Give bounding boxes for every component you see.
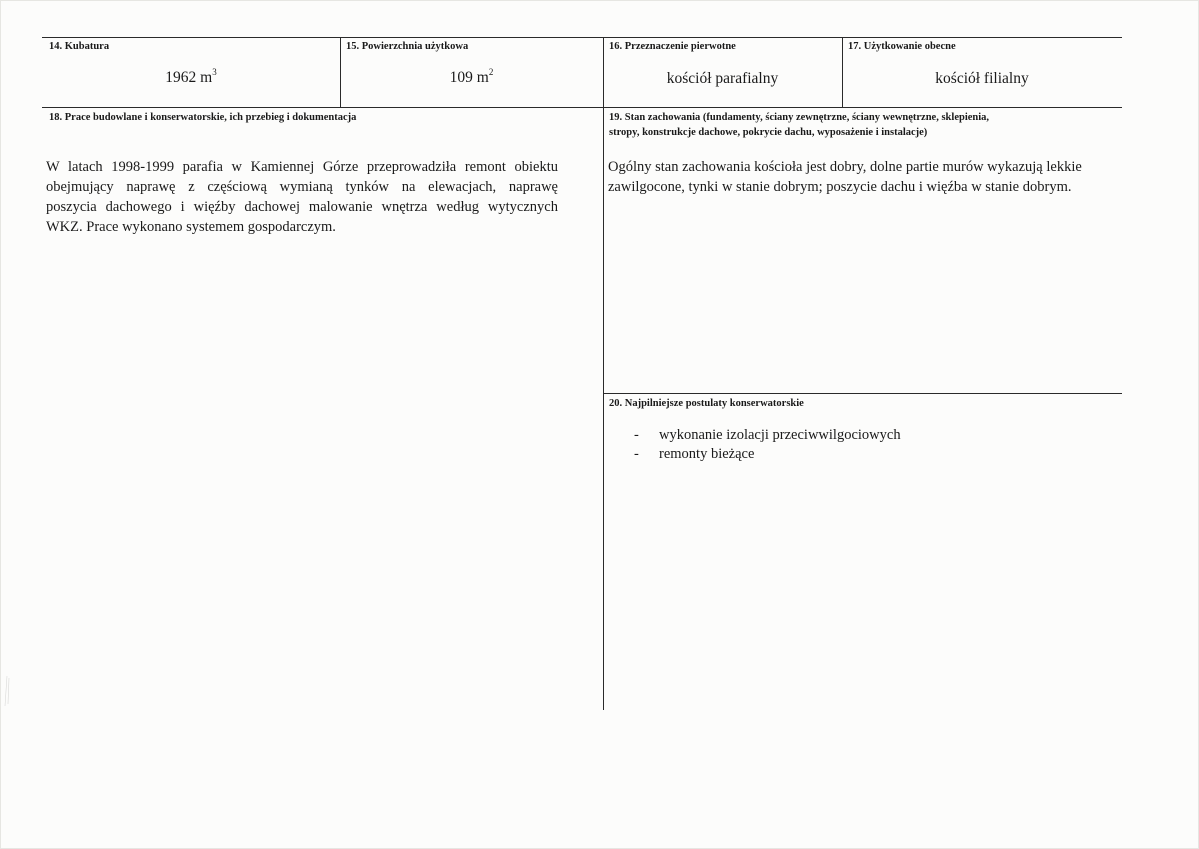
stan-label-line2: stropy, konstrukcje dachowe, pokrycie dachu, wyposażenie i instalacje)	[609, 127, 928, 138]
powierzchnia-label: 15. Powierzchnia użytkowa	[346, 41, 469, 52]
uzytkowanie-label: 17. Użytkowanie obecne	[848, 41, 956, 52]
przeznaczenie-value: kościół parafialny	[666, 70, 779, 87]
stan-line: zawilgocone, tynki w stanie dobrym; poszycie dachu i więźba w stanie dobrym.	[608, 179, 1072, 195]
bullet-dash: -	[634, 427, 639, 443]
top-border-line	[42, 37, 1122, 38]
scan-mark	[4, 676, 10, 706]
kubatura-value: 1962 $m^3$	[165, 67, 217, 86]
prace-line: WKZ. Prace wykonano systemem gospodarczym.	[46, 219, 336, 235]
postulat-text: wykonanie izolacji przeciwwilgociowych	[659, 427, 901, 443]
stan-label-line1: 19. Stan zachowania (fundamenty, ściany zewnętrzne, ściany wewnętrzne, sklepienia,	[609, 112, 990, 123]
prace-line: obejmujący naprawę z częściową wymianą tynków na elewacjach, naprawę	[46, 179, 558, 195]
kubatura-unit-exponent: 3	[212, 67, 217, 77]
postulaty-label: 20. Najpilniejsze postulaty konserwatorskie	[609, 398, 804, 409]
prace-text	[46, 157, 558, 237]
prace-line: poszycia dachowego i więźby dachowej malowanie wnętrza według wytycznych	[46, 199, 558, 215]
list-item	[634, 426, 901, 445]
stan-text	[608, 157, 1113, 197]
row1-bottom-line	[42, 107, 1122, 108]
prace-line: W latach 1998-1999 parafia w Kamiennej Górze przeprowadziła remont obiektu	[46, 159, 558, 175]
powierzchnia-unit-exponent: 2	[488, 67, 494, 77]
section20-top-line	[603, 393, 1122, 394]
przeznaczenie-label: 16. Przeznaczenie pierwotne	[609, 41, 736, 52]
powierzchnia-value: 109 $m^2$	[449, 67, 494, 86]
kubatura-label: 14. Kubatura	[49, 41, 110, 52]
list-item	[634, 445, 901, 464]
main-column-divider	[603, 37, 604, 710]
prace-label: 18. Prace budowlane i konserwatorskie, ich przebieg i dokumentacja	[49, 112, 357, 123]
postulaty-list	[634, 426, 901, 464]
uzytkowanie-value: kościół filialny	[935, 70, 1029, 87]
bullet-dash: -	[634, 446, 639, 462]
postulat-text: remonty bieżące	[659, 446, 755, 462]
stan-line: Ogólny stan zachowania kościoła jest dobry, dolne partie murów wykazują lekkie	[608, 159, 1082, 175]
